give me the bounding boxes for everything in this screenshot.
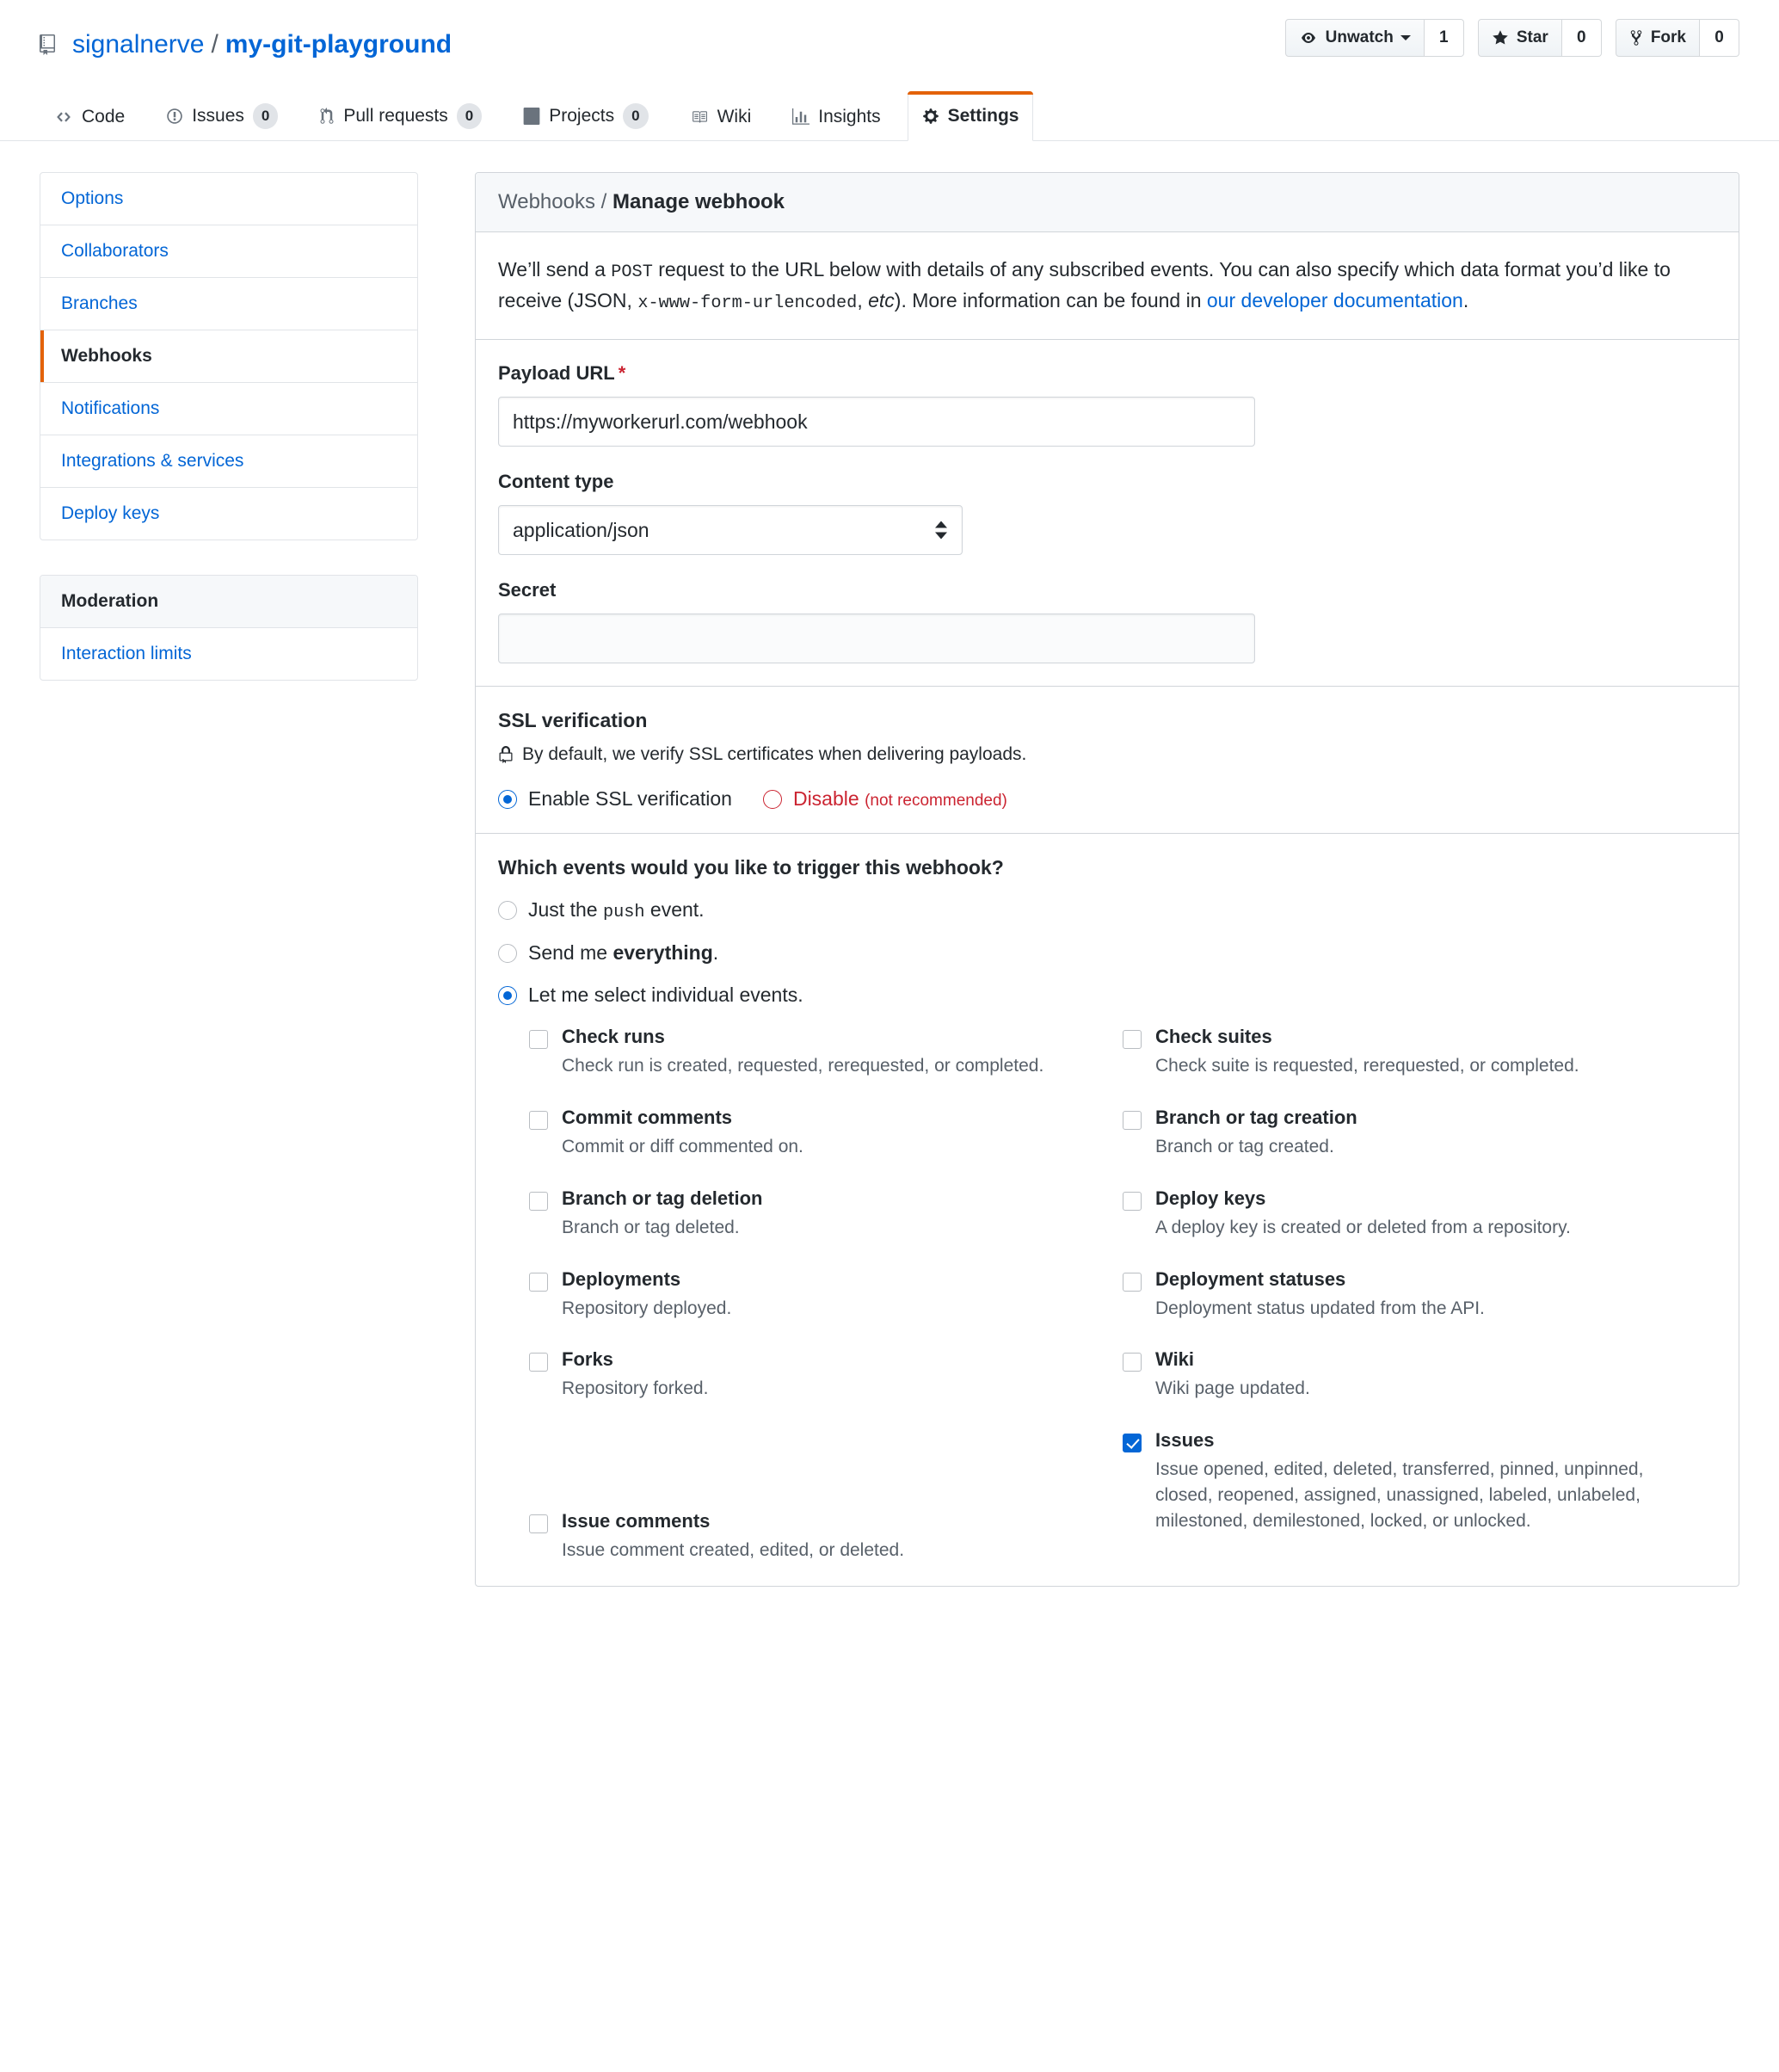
- ssl-enable-option[interactable]: [498, 787, 732, 811]
- tab-settings-label: Settings: [947, 106, 1019, 126]
- event-deployment-statuses-desc: Deployment status updated from the API.: [1155, 1298, 1485, 1318]
- ssl-verification-title: SSL verification: [498, 709, 648, 732]
- intro-code-urlencoded: x-www-form-urlencoded: [637, 293, 858, 313]
- events-left-column: [529, 1026, 1123, 1563]
- webhook-intro-text: [498, 255, 1716, 318]
- tab-projects[interactable]: [508, 90, 662, 141]
- fork-icon: [1629, 29, 1643, 46]
- sidebar-item-interaction-limits[interactable]: Interaction limits: [61, 643, 192, 663]
- event-issue-comments-title: Issue comments: [562, 1510, 711, 1532]
- event-issues-title: Issues: [1155, 1429, 1215, 1452]
- ssl-enable-label: Enable SSL verification: [528, 787, 732, 811]
- payload-url-label-text: Payload URL: [498, 362, 615, 385]
- sidebar-item-webhooks[interactable]: Webhooks: [40, 330, 417, 383]
- event-deploy-keys-checkbox[interactable]: [1123, 1192, 1142, 1211]
- ssl-disable-label-text: Disable: [792, 787, 859, 811]
- event-deploy-keys-title: Deploy keys: [1155, 1187, 1266, 1209]
- fork-button[interactable]: [1616, 19, 1700, 57]
- event-check-runs-title: Check runs: [562, 1026, 665, 1048]
- repo-actions: [1271, 19, 1739, 57]
- event-branch-or-tag-deletion-title: Branch or tag deletion: [562, 1187, 763, 1209]
- event-deployment-statuses[interactable]: [1123, 1268, 1682, 1322]
- event-issue-comments-desc: Issue comment created, edited, or deleted.: [562, 1540, 905, 1561]
- content-type-value[interactable]: application/json: [498, 505, 963, 555]
- tab-wiki[interactable]: [675, 92, 766, 140]
- sidebar-item-branches[interactable]: Branches: [40, 278, 417, 330]
- content-type-label: Content type: [498, 471, 614, 493]
- repo-header: [0, 0, 1779, 60]
- event-check-suites[interactable]: [1123, 1026, 1682, 1079]
- select-arrows-icon: [935, 521, 947, 540]
- tab-issues-label: Issues: [192, 106, 244, 126]
- unwatch-button-label: Unwatch: [1325, 28, 1394, 46]
- event-issues[interactable]: [1123, 1429, 1682, 1533]
- event-check-runs-desc: Check run is created, requested, rerequested, or completed.: [562, 1056, 1044, 1076]
- event-deployment-statuses-title: Deployment statuses: [1155, 1267, 1346, 1290]
- event-wiki-desc: Wiki page updated.: [1155, 1378, 1310, 1399]
- event-wiki-checkbox[interactable]: [1123, 1353, 1142, 1372]
- ssl-verification-note-text: By default, we verify SSL certificates when delivering payloads.: [522, 744, 1027, 765]
- event-issue-comments[interactable]: [529, 1510, 1088, 1563]
- graph-icon: [792, 108, 809, 126]
- gear-icon: [922, 108, 939, 125]
- breadcrumb: [476, 173, 1739, 232]
- tab-projects-label: Projects: [549, 106, 615, 126]
- tab-pull-requests-label: Pull requests: [343, 106, 448, 126]
- breadcrumb-parent[interactable]: Webhooks: [498, 189, 595, 213]
- settings-menu: [40, 172, 418, 540]
- events-everything-strong: everything: [612, 941, 713, 965]
- tab-settings[interactable]: [908, 91, 1034, 140]
- star-button-label: Star: [1516, 28, 1548, 46]
- ssl-disable-option[interactable]: [763, 787, 1007, 811]
- events-push-radio[interactable]: [498, 901, 517, 920]
- intro-part-3: ,: [857, 288, 869, 311]
- events-option-push[interactable]: [498, 898, 1716, 922]
- events-option-individual[interactable]: [498, 984, 1716, 1007]
- webhook-fields-row: [476, 340, 1739, 687]
- events-push-suffix: event.: [644, 898, 705, 922]
- event-deploy-keys-desc: A deploy key is created or deleted from a repository.: [1155, 1217, 1571, 1237]
- events-option-everything[interactable]: [498, 941, 1716, 965]
- moderation-heading: Moderation: [40, 576, 417, 628]
- event-issue-comments-checkbox[interactable]: [529, 1514, 548, 1533]
- intro-part-2: request to the URL below with details of any subscribed events. You can also specify which data format you’d like to receive (JSON,: [498, 257, 1671, 311]
- event-branch-or-tag-creation[interactable]: [1123, 1107, 1682, 1160]
- secret-group: [498, 579, 1716, 663]
- tab-insights[interactable]: [778, 92, 895, 140]
- ssl-disable-suffix: (not recommended): [865, 792, 1007, 811]
- event-issues-desc: Issue opened, edited, deleted, transferred, pinned, unpinned, closed, reopened, assigned, unassigned, labeled, unlabeled, milestoned, demilestoned, locked, or unlocked.: [1155, 1459, 1644, 1531]
- sidebar-item-deploy-keys[interactable]: Deploy keys: [61, 503, 160, 523]
- event-wiki-title: Wiki: [1155, 1348, 1195, 1371]
- event-branch-or-tag-creation-checkbox[interactable]: [1123, 1111, 1142, 1130]
- webhook-intro-row: [476, 232, 1739, 341]
- content-type-select[interactable]: [498, 505, 963, 555]
- breadcrumb-separator: /: [600, 189, 607, 213]
- tab-projects-count: 0: [623, 103, 648, 129]
- event-branch-or-tag-creation-title: Branch or tag creation: [1155, 1107, 1357, 1129]
- repo-icon: [40, 34, 60, 55]
- star-icon: [1492, 29, 1509, 46]
- event-check-runs-checkbox[interactable]: [529, 1030, 548, 1049]
- tab-insights-label: Insights: [818, 107, 881, 127]
- unwatch-button[interactable]: [1285, 19, 1425, 57]
- event-forks-title: Forks: [562, 1348, 613, 1371]
- settings-main: [475, 172, 1739, 1587]
- events-question: Which events would you like to trigger this webhook?: [498, 856, 1004, 879]
- webhook-box: [475, 172, 1739, 1587]
- ssl-disable-radio[interactable]: [763, 790, 782, 809]
- repo-name-link[interactable]: my-git-playground: [225, 30, 452, 59]
- book-icon: [690, 109, 709, 125]
- intro-em-etc: etc: [868, 288, 895, 311]
- repo-nav: [0, 89, 1779, 141]
- fork-button-group: [1616, 19, 1739, 57]
- settings-sidebar: [40, 172, 418, 715]
- required-marker: *: [618, 362, 626, 385]
- event-check-suites-checkbox[interactable]: [1123, 1030, 1142, 1049]
- content-type-group: [498, 471, 1716, 555]
- developer-documentation-link[interactable]: our developer documentation: [1206, 288, 1463, 311]
- event-branch-or-tag-deletion-checkbox[interactable]: [529, 1192, 548, 1211]
- repo-owner-link[interactable]: signalnerve: [72, 30, 205, 59]
- lock-icon: [498, 746, 514, 763]
- ssl-verification-note: [498, 744, 1716, 765]
- event-forks-checkbox[interactable]: [529, 1353, 548, 1372]
- payload-url-input[interactable]: https://myworkerurl.com/webhook: [498, 397, 1255, 447]
- tab-pull-requests-count: 0: [457, 103, 482, 129]
- events-push-prefix: Just the: [528, 898, 603, 922]
- event-forks-desc: Repository forked.: [562, 1378, 709, 1399]
- events-individual-radio[interactable]: [498, 986, 517, 1005]
- code-icon: [54, 109, 73, 125]
- tab-wiki-label: Wiki: [717, 107, 752, 127]
- payload-url-label: [498, 362, 1716, 385]
- events-push-code: push: [602, 903, 645, 923]
- issue-opened-icon: [166, 108, 183, 125]
- tab-issues-count: 0: [253, 103, 278, 129]
- event-deploy-keys[interactable]: [1123, 1187, 1682, 1241]
- watch-button-group: [1285, 19, 1464, 57]
- event-branch-or-tag-deletion-desc: Branch or tag deleted.: [562, 1217, 740, 1237]
- event-deployments-desc: Repository deployed.: [562, 1298, 732, 1318]
- event-branch-or-tag-deletion[interactable]: [529, 1187, 1088, 1241]
- ssl-verification-row: [476, 687, 1739, 834]
- tab-issues[interactable]: [151, 90, 292, 141]
- repo-separator: /: [211, 30, 219, 59]
- events-everything-prefix: Send me: [528, 941, 613, 965]
- star-button[interactable]: [1478, 19, 1562, 57]
- event-deployments-title: Deployments: [562, 1267, 681, 1290]
- sidebar-item-collaborators[interactable]: Collaborators: [40, 225, 417, 278]
- event-check-runs[interactable]: [529, 1026, 1088, 1079]
- fork-button-label: Fork: [1650, 28, 1686, 46]
- events-individual-label: Let me select individual events.: [528, 984, 803, 1007]
- payload-url-group: [498, 362, 1716, 447]
- star-count[interactable]: 0: [1562, 19, 1602, 57]
- events-everything-radio[interactable]: [498, 944, 517, 963]
- event-check-suites-title: Check suites: [1155, 1026, 1272, 1048]
- event-issues-checkbox[interactable]: [1123, 1434, 1142, 1452]
- secret-input[interactable]: [498, 614, 1255, 663]
- events-checkbox-columns: [529, 1026, 1716, 1563]
- event-branch-or-tag-creation-desc: Branch or tag created.: [1155, 1137, 1334, 1157]
- tab-pull-requests[interactable]: [305, 90, 496, 141]
- intro-code-post: POST: [611, 262, 653, 282]
- sidebar-item-notifications[interactable]: Notifications: [40, 383, 417, 435]
- tab-code[interactable]: [40, 92, 139, 140]
- ssl-radio-group: [498, 787, 1716, 811]
- event-commit-comments[interactable]: [529, 1107, 1088, 1160]
- sidebar-item-options[interactable]: Options: [40, 173, 417, 225]
- event-check-suites-desc: Check suite is requested, rerequested, or completed.: [1155, 1056, 1579, 1076]
- chevron-down-icon: [1400, 35, 1411, 40]
- events-everything-suffix: .: [712, 941, 719, 965]
- intro-part-4: ). More information can be found in: [894, 288, 1207, 311]
- git-pull-request-icon: [319, 108, 335, 125]
- intro-part-1: We’ll send a: [498, 257, 612, 281]
- event-commit-comments-checkbox[interactable]: [529, 1111, 548, 1130]
- event-commit-comments-title: Commit comments: [562, 1107, 733, 1129]
- event-wiki[interactable]: [1123, 1348, 1682, 1402]
- star-button-group: [1478, 19, 1602, 57]
- project-icon: [523, 108, 540, 125]
- tab-code-label: Code: [82, 107, 126, 127]
- sidebar-item-integrations-services[interactable]: Integrations & services: [40, 435, 417, 488]
- events-everything-label: [528, 941, 718, 965]
- fork-count[interactable]: 0: [1700, 19, 1739, 57]
- event-deployment-statuses-checkbox[interactable]: [1123, 1273, 1142, 1292]
- ssl-disable-label: [793, 787, 1007, 811]
- breadcrumb-current: Manage webhook: [612, 189, 785, 213]
- eye-icon: [1299, 31, 1318, 45]
- moderation-menu: [40, 575, 418, 681]
- events-right-column: [1123, 1026, 1716, 1563]
- watch-count[interactable]: 1: [1425, 19, 1464, 57]
- intro-part-5: .: [1462, 288, 1469, 311]
- secret-label: Secret: [498, 579, 557, 601]
- events-row: [476, 834, 1739, 1586]
- events-push-label: [528, 898, 705, 922]
- event-commit-comments-desc: Commit or diff commented on.: [562, 1137, 803, 1157]
- page-body: [0, 141, 1779, 1638]
- event-deployments[interactable]: [529, 1268, 1088, 1322]
- event-forks[interactable]: [529, 1348, 1088, 1402]
- ssl-enable-radio[interactable]: [498, 790, 517, 809]
- event-deployments-checkbox[interactable]: [529, 1273, 548, 1292]
